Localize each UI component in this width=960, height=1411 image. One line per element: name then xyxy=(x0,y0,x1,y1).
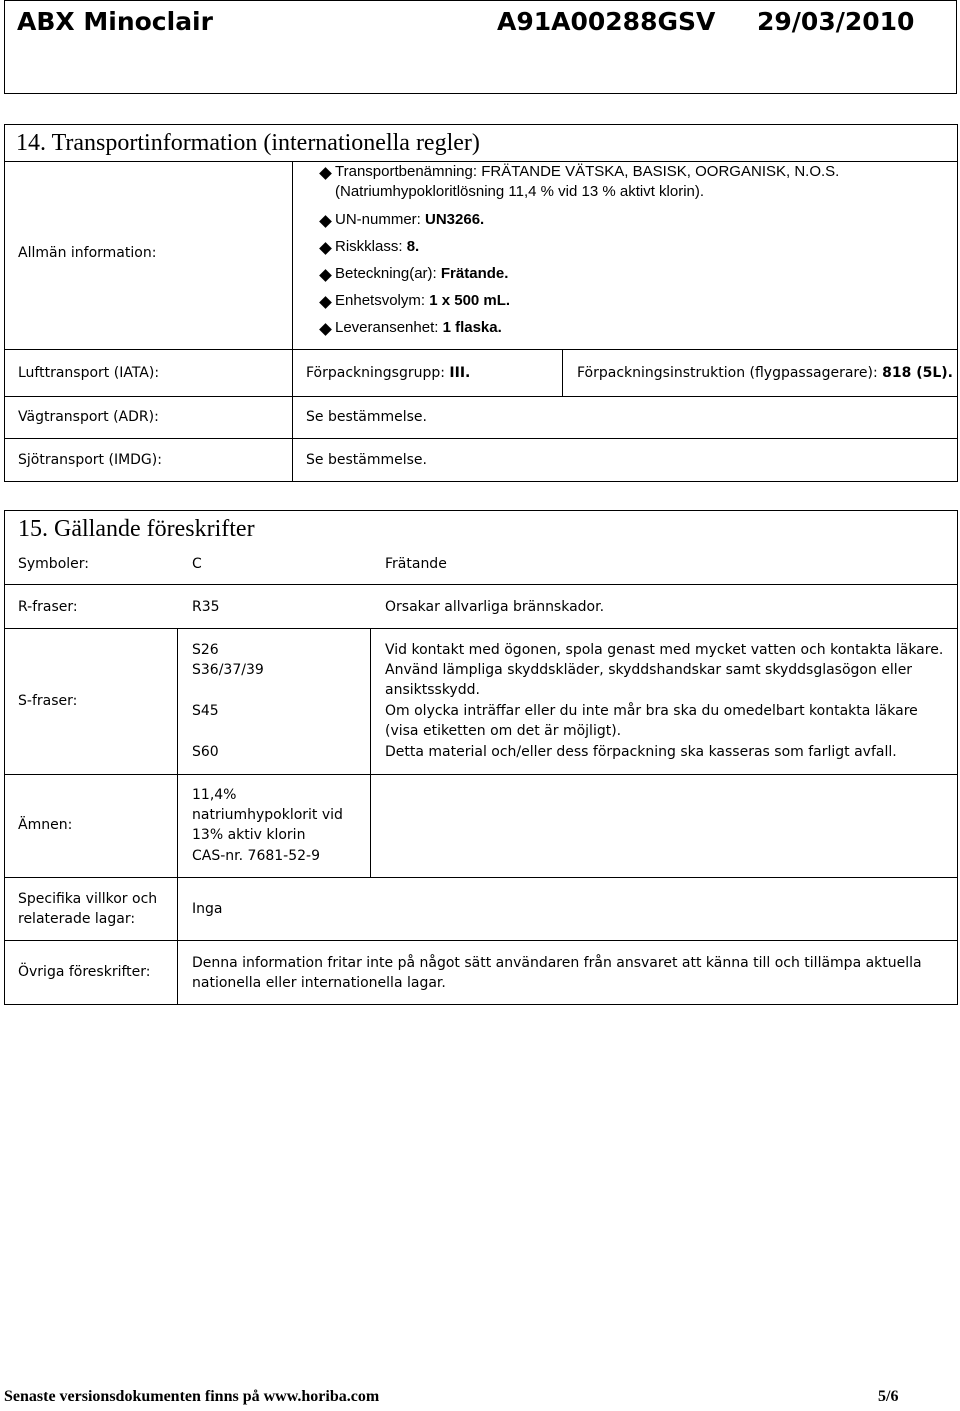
list-item xyxy=(321,162,839,182)
document-date: 29/03/2010 xyxy=(757,7,915,36)
s-phrase-text: Vid kontakt med ögonen, spola genast med mycket vatten och kontakta läkare. xyxy=(385,642,944,658)
list-item xyxy=(321,210,839,230)
item-value-continuation: (Natriumhypokloritlösning 11,4 % vid 13 % aktivt klorin). xyxy=(335,183,705,200)
s-phrase-text: Använd lämpliga skyddskläder, skyddshandskar samt skyddsglasögon eller xyxy=(385,662,913,678)
packing-instruction xyxy=(577,363,953,383)
s-phrase-text: ansiktsskydd. xyxy=(385,682,480,698)
section-14-title: 14. Transportinformation (internationella regler) xyxy=(16,130,480,156)
divider xyxy=(177,628,178,1005)
road-transport-label: Vägtransport (ADR): xyxy=(18,409,159,425)
symbols-code: C xyxy=(192,556,202,572)
product-name: ABX Minoclair xyxy=(17,7,213,36)
divider xyxy=(4,584,958,585)
s-phrase-code: S36/37/39 xyxy=(192,662,264,678)
item-value: 8. xyxy=(406,238,420,255)
r-phrase-text: Orsakar allvarliga brännskador. xyxy=(385,599,605,615)
substance-line: 11,4% xyxy=(192,787,237,803)
diamond-bullet-icon xyxy=(319,215,332,228)
list-item xyxy=(321,291,839,311)
divider xyxy=(4,774,958,775)
s-phrase-text: Detta material och/eller dess förpackning ska kasseras som farligt avfall. xyxy=(385,744,897,760)
other-regulations-label: Övriga föreskrifter: xyxy=(18,964,151,980)
general-info-label: Allmän information: xyxy=(18,245,157,261)
list-item xyxy=(321,237,839,257)
sea-transport-value: Se bestämmelse. xyxy=(306,452,427,468)
item-label: Leveransenhet: xyxy=(335,319,443,336)
item-label: Beteckning(ar): xyxy=(335,265,441,282)
divider xyxy=(4,940,958,941)
substance-line: 13% aktiv klorin xyxy=(192,827,306,843)
footer-note: Senaste versionsdokumenten finns på www.horiba.com xyxy=(4,1388,380,1405)
item-label: Transportbenämning: xyxy=(335,163,482,180)
s-phrase-code: S26 xyxy=(192,642,219,658)
s-phrase-text: Om olycka inträffar eller du inte mår bra ska du omedelbart kontakta läkare xyxy=(385,703,918,719)
divider xyxy=(4,438,958,439)
item-value: FRÄTANDE VÄTSKA, BASISK, OORGANISK, N.O.S. xyxy=(481,163,840,180)
specific-conditions-label: relaterade lagar: xyxy=(18,911,136,927)
packing-group-value: III. xyxy=(449,365,471,381)
item-value: Frätande. xyxy=(440,265,509,282)
item-label: Riskklass: xyxy=(335,238,407,255)
road-transport-value: Se bestämmelse. xyxy=(306,409,427,425)
other-regulations-text: Denna information fritar inte på något sätt användaren från ansvaret att känna till och tillämpa aktuella xyxy=(192,955,922,971)
symbols-label: Symboler: xyxy=(18,556,89,572)
specific-conditions-label: Specifika villkor och xyxy=(18,891,158,907)
substance-line: CAS-nr. 7681-52-9 xyxy=(192,848,320,864)
symbols-text: Frätande xyxy=(385,556,447,572)
divider xyxy=(370,628,371,877)
item-value: UN3266. xyxy=(425,211,485,228)
s-phrases-label: S-fraser: xyxy=(18,693,78,709)
item-value: 1 x 500 mL. xyxy=(429,292,511,309)
sea-transport-label: Sjötransport (IMDG): xyxy=(18,452,162,468)
packing-instruction-value: 818 (5L). xyxy=(882,365,953,381)
s-phrase-text: (visa etiketten om det är möjligt). xyxy=(385,723,622,739)
packing-instruction-label: Förpackningsinstruktion (flygpassagerare): xyxy=(577,365,883,381)
diamond-bullet-icon xyxy=(319,296,332,309)
s-phrase-code: S60 xyxy=(192,744,219,760)
item-label: UN-nummer: xyxy=(335,211,426,228)
page-number: 5/6 xyxy=(878,1388,899,1405)
divider xyxy=(562,349,563,396)
item-label: Enhetsvolym: xyxy=(335,292,430,309)
divider xyxy=(292,161,293,349)
document-code: A91A00288GSV xyxy=(497,7,716,36)
section-15-title: 15. Gällande föreskrifter xyxy=(18,516,255,542)
diamond-bullet-icon xyxy=(319,269,332,282)
diamond-bullet-icon xyxy=(319,167,332,180)
transport-info-list xyxy=(321,162,839,338)
divider xyxy=(292,349,293,482)
list-item-continuation xyxy=(321,182,839,202)
packing-group xyxy=(306,363,470,383)
packing-group-label: Förpackningsgrupp: xyxy=(306,365,450,381)
diamond-bullet-icon xyxy=(319,323,332,336)
divider xyxy=(4,396,958,397)
other-regulations-text: nationella eller internationella lagar. xyxy=(192,975,446,991)
r-phrases-label: R-fraser: xyxy=(18,599,78,615)
specific-conditions-value: Inga xyxy=(192,901,223,917)
divider xyxy=(4,628,958,629)
list-item xyxy=(321,264,839,284)
air-transport-label: Lufttransport (IATA): xyxy=(18,365,160,381)
divider xyxy=(4,877,958,878)
s-phrase-code: S45 xyxy=(192,703,219,719)
divider xyxy=(4,349,958,350)
r-phrase-code: R35 xyxy=(192,599,220,615)
list-item xyxy=(321,318,839,338)
document-header xyxy=(4,0,957,94)
substances-label: Ämnen: xyxy=(18,817,73,833)
item-value: 1 flaska. xyxy=(442,319,502,336)
substance-line: natriumhypoklorit vid xyxy=(192,807,343,823)
diamond-bullet-icon xyxy=(319,242,332,255)
